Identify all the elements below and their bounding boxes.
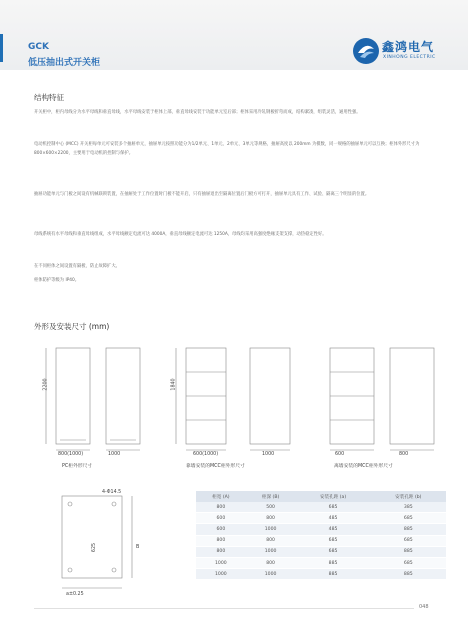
cell: 685 bbox=[295, 535, 370, 546]
pc-depth-dim: 1000 bbox=[108, 452, 121, 457]
mcc-width-dim: 600(1000) bbox=[193, 452, 219, 457]
mounting-plan-drawing bbox=[48, 486, 158, 601]
cell: 885 bbox=[295, 557, 370, 568]
mcc-depth-dim: 1000 bbox=[262, 452, 275, 457]
paragraph-5: 在不同柜体之间设置有隔板，防止故障扩大。 bbox=[34, 264, 120, 269]
cell: 1000 bbox=[246, 524, 296, 535]
spec-table bbox=[196, 491, 446, 580]
col-depth: 柜深 (B) bbox=[246, 491, 296, 502]
cell: 800 bbox=[246, 557, 296, 568]
header-accent-bar bbox=[0, 34, 3, 62]
company-name-cn: 鑫鸿电气 bbox=[382, 40, 435, 54]
company-name-en: XINHONG ELECTRIC bbox=[383, 55, 436, 60]
company-logo-icon bbox=[352, 37, 380, 65]
island-width-dim: 600 bbox=[335, 452, 345, 457]
table-row bbox=[196, 535, 446, 546]
cell: 800 bbox=[196, 535, 246, 546]
cell: 1000 bbox=[246, 546, 296, 557]
col-hole-a: 安装孔距 (a) bbox=[295, 491, 370, 502]
cell: 500 bbox=[246, 502, 296, 513]
cell: 485 bbox=[295, 513, 370, 524]
cell: 800 bbox=[196, 502, 246, 513]
page-number: 048 bbox=[419, 604, 429, 610]
structure-section-title: 结构特征 bbox=[34, 93, 64, 102]
col-width: 柜宽 (A) bbox=[196, 491, 246, 502]
paragraph-2: 电动机控制中心 (MCC) 开关柜每单元可安装多个抽屉单元，抽屉单元按照功能分为1/2单元、1单元、2单元、3单元等规格，抽屉高度以 200mm 为模数，同一规格的抽屉单元可以互换；柜体外形尺寸为 800×600×2200，主要用于电动机的控制与保护。 bbox=[34, 142, 420, 157]
cell: 485 bbox=[295, 524, 370, 535]
plan-a-dim: a±0.25 bbox=[66, 592, 84, 597]
cell: 1000 bbox=[196, 557, 246, 568]
paragraph-4: 母线系统有水平母线和垂直母线组成，水平母线额定电流可达 4000A，垂直母线额定电流可达 1250A，母线均采用高强度绝缘支架支撑，动热稳定性好。 bbox=[34, 232, 327, 237]
pc-cabinet-drawing bbox=[38, 342, 158, 460]
cell: 685 bbox=[371, 535, 446, 546]
table-row bbox=[196, 502, 446, 513]
mcc-front-caption: 靠墙安装的MCC柜外形尺寸 bbox=[186, 464, 245, 469]
pc-width-dim: 800(1000) bbox=[58, 452, 84, 457]
mcc-island-drawing bbox=[318, 342, 448, 460]
cell: 885 bbox=[295, 569, 370, 580]
plan-625-dim: 625 bbox=[92, 542, 98, 553]
cell: 1000 bbox=[196, 569, 246, 580]
cell: 685 bbox=[295, 502, 370, 513]
cell: 600 bbox=[196, 513, 246, 524]
table-row bbox=[196, 524, 446, 535]
cell: 685 bbox=[295, 546, 370, 557]
mcc-island-caption: 离墙安装的MCC柜外形尺寸 bbox=[334, 464, 393, 469]
cell: 800 bbox=[196, 546, 246, 557]
cell: 1000 bbox=[246, 569, 296, 580]
table-row bbox=[196, 513, 446, 524]
pc-caption: PC柜外形尺寸 bbox=[62, 464, 93, 469]
mcc-height-dim: 1840 bbox=[171, 378, 177, 391]
col-hole-b: 安装孔距 (b) bbox=[371, 491, 446, 502]
hole-dim: 4-Φ14.5 bbox=[102, 490, 122, 495]
cell: 800 bbox=[246, 513, 296, 524]
plan-b-dim: B bbox=[136, 545, 140, 550]
cell: 885 bbox=[371, 569, 446, 580]
paragraph-3: 抽屉功能单元与门板之间设有机械联锁装置，在抽屉处于工作位置时门板不能开启，只有抽屉退出至隔离位置后门板方可打开，抽屉单元具有工作、试验、隔离三个明显的位置。 bbox=[34, 192, 370, 197]
product-code: GCK bbox=[28, 42, 49, 52]
page-header bbox=[0, 0, 468, 70]
paragraph-1: 开关柜中，柜内母线分为水平母线和垂直母线，水平母线安装于柜体上部，垂直母线安装于功能单元室后部；柜体采用冷轧钢板折弯而成，结构紧凑，组装灵活，通用性强。 bbox=[34, 110, 361, 115]
pc-height-dim: 2200 bbox=[43, 378, 49, 391]
dimensions-section-title: 外形及安装尺寸 (mm) bbox=[34, 322, 110, 331]
table-row bbox=[196, 546, 446, 557]
cell: 885 bbox=[371, 524, 446, 535]
cell: 685 bbox=[371, 557, 446, 568]
table-row bbox=[196, 569, 446, 580]
cell: 600 bbox=[196, 524, 246, 535]
mcc-front-drawing bbox=[168, 342, 308, 460]
cell: 685 bbox=[371, 513, 446, 524]
island-depth-dim: 800 bbox=[399, 452, 409, 457]
footer-rule bbox=[34, 608, 414, 609]
cell: 885 bbox=[371, 546, 446, 557]
spec-table-header bbox=[196, 491, 446, 502]
paragraph-6: 柜体防护等级为 IP40。 bbox=[34, 278, 80, 283]
cell: 800 bbox=[246, 535, 296, 546]
cell: 385 bbox=[371, 502, 446, 513]
table-row bbox=[196, 557, 446, 568]
product-name: 低压抽出式开关柜 bbox=[28, 58, 101, 68]
